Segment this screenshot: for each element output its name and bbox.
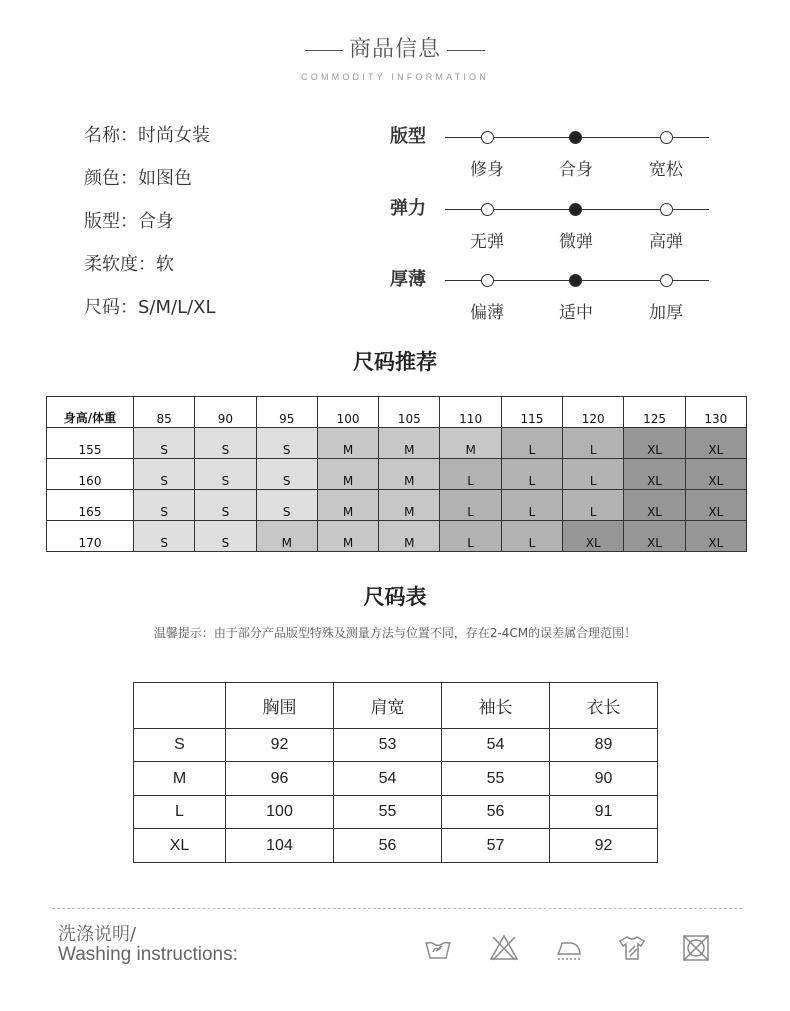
scale-thickness-label: 厚薄 <box>390 269 426 290</box>
rec-size-cell: L <box>501 459 562 490</box>
washing-divider <box>52 908 742 909</box>
rec-size-cell: XL <box>624 459 685 490</box>
size-cell: 100 <box>226 795 334 829</box>
rec-weight-cell: 125 <box>624 397 685 428</box>
rec-size-cell: XL <box>685 428 746 459</box>
title-dash-right <box>447 50 485 51</box>
size-cell: 55 <box>442 762 550 796</box>
rec-size-cell: L <box>563 428 624 459</box>
scale-fit <box>390 125 720 185</box>
info-softness: 柔软度：软 <box>84 254 174 275</box>
scale-elasticity-dot-1 <box>481 203 494 216</box>
rec-size-cell: S <box>256 490 317 521</box>
rec-size-cell: M <box>317 459 378 490</box>
scale-thickness-dot-3 <box>660 274 673 287</box>
rec-size-cell: M <box>317 490 378 521</box>
scale-thickness-option-1: 偏薄 <box>470 303 504 323</box>
do-not-bleach-icon <box>488 932 520 964</box>
rec-size-cell: L <box>440 521 501 552</box>
scale-fit-dot-2 <box>569 131 582 144</box>
rec-weight-cell: 110 <box>440 397 501 428</box>
rec-size-cell: S <box>134 459 195 490</box>
rec-size-cell: XL <box>563 521 624 552</box>
info-color: 颜色：如图色 <box>84 168 192 189</box>
rec-size-cell: L <box>563 490 624 521</box>
rec-weight-cell: 95 <box>256 397 317 428</box>
size-recommendation-table <box>46 396 747 552</box>
rec-height-cell: 165 <box>47 490 134 521</box>
size-header-cell: 袖长 <box>442 683 550 729</box>
rec-size-cell: XL <box>624 521 685 552</box>
rec-row <box>47 521 747 552</box>
rec-size-cell: M <box>379 459 440 490</box>
rec-size-cell: M <box>379 490 440 521</box>
size-recommendation-title: 尺码推荐 <box>353 350 437 374</box>
section-title-commodity-info <box>0 32 790 63</box>
size-chart-title: 尺码表 <box>363 585 427 609</box>
size-cell: 54 <box>442 728 550 762</box>
rec-weight-cell: 115 <box>501 397 562 428</box>
rec-size-cell: M <box>256 521 317 552</box>
rec-size-cell: L <box>440 459 501 490</box>
rec-size-cell: XL <box>685 490 746 521</box>
rec-size-cell: S <box>195 521 256 552</box>
scale-elasticity-option-2: 微弹 <box>559 232 593 252</box>
scale-thickness-option-3: 加厚 <box>649 303 683 323</box>
size-cell: 56 <box>442 795 550 829</box>
hand-wash-icon <box>422 932 454 964</box>
size-header-cell: 肩宽 <box>334 683 442 729</box>
rec-size-cell: L <box>501 490 562 521</box>
rec-weight-cell: 130 <box>685 397 746 428</box>
rec-size-cell: L <box>440 490 501 521</box>
rec-row <box>47 428 747 459</box>
size-cell: XL <box>134 829 226 863</box>
scale-fit-dot-1 <box>481 131 494 144</box>
size-row <box>134 829 658 863</box>
rec-row <box>47 459 747 490</box>
title-dash-left <box>305 50 343 51</box>
size-cell: 54 <box>334 762 442 796</box>
scale-elasticity-label: 弹力 <box>390 198 426 219</box>
rec-size-cell: S <box>195 490 256 521</box>
size-cell: M <box>134 762 226 796</box>
scale-elasticity-option-3: 高弹 <box>649 232 683 252</box>
size-cell: 89 <box>550 728 658 762</box>
rec-weight-cell: 85 <box>134 397 195 428</box>
rec-size-cell: XL <box>685 459 746 490</box>
rec-size-cell: S <box>134 428 195 459</box>
size-header-cell: 衣长 <box>550 683 658 729</box>
scale-elasticity-option-1: 无弹 <box>470 232 504 252</box>
rec-weight-cell: 120 <box>563 397 624 428</box>
rec-height-cell: 160 <box>47 459 134 490</box>
scale-elasticity-dot-2 <box>569 203 582 216</box>
commodity-info-subtitle: COMMODITY INFORMATION <box>301 72 489 82</box>
rec-row <box>47 490 747 521</box>
scale-fit-option-2: 合身 <box>559 160 593 180</box>
size-cell: 90 <box>550 762 658 796</box>
rec-size-cell: L <box>501 428 562 459</box>
scale-fit-option-3: 宽松 <box>649 160 683 180</box>
rec-size-cell: S <box>256 428 317 459</box>
rec-size-cell: S <box>195 459 256 490</box>
scale-fit-label: 版型 <box>390 126 426 147</box>
washing-title-cn: 洗涤说明/ <box>58 924 137 945</box>
rec-size-cell: L <box>501 521 562 552</box>
size-cell: L <box>134 795 226 829</box>
washing-title-en: Washing instructions: <box>58 944 238 965</box>
scale-thickness <box>390 268 720 328</box>
scale-elasticity <box>390 197 720 257</box>
size-cell: 53 <box>334 728 442 762</box>
size-row <box>134 762 658 796</box>
rec-header-row <box>47 397 747 428</box>
rec-size-cell: M <box>317 428 378 459</box>
size-header-row <box>134 683 658 729</box>
rec-corner-cell: 身高/体重 <box>47 397 134 428</box>
hang-dry-icon <box>616 932 648 964</box>
rec-size-cell: XL <box>624 490 685 521</box>
rec-size-cell: M <box>440 428 501 459</box>
size-cell: 96 <box>226 762 334 796</box>
size-tip: 温馨提示：由于部分产品版型特殊及测量方法与位置不同，存在2-4CM的误差属合理范围！ <box>153 626 637 640</box>
product-info-list <box>84 122 364 337</box>
scale-thickness-option-2: 适中 <box>559 303 593 323</box>
do-not-tumble-dry-icon <box>680 932 712 964</box>
size-row <box>134 795 658 829</box>
rec-size-cell: M <box>379 428 440 459</box>
size-cell: 56 <box>334 829 442 863</box>
info-sizes: 尺码：S/M/L/XL <box>84 297 216 318</box>
size-header-cell: 胸围 <box>226 683 334 729</box>
rec-size-cell: L <box>563 459 624 490</box>
rec-weight-cell: 90 <box>195 397 256 428</box>
size-cell: 92 <box>550 829 658 863</box>
scale-fit-dot-3 <box>660 131 673 144</box>
rec-size-cell: M <box>379 521 440 552</box>
scale-thickness-dot-1 <box>481 274 494 287</box>
scale-thickness-dot-2 <box>569 274 582 287</box>
commodity-info-title: 商品信息 <box>348 37 441 62</box>
scale-fit-option-1: 修身 <box>470 160 504 180</box>
info-fit: 版型：合身 <box>84 211 174 232</box>
rec-size-cell: S <box>256 459 317 490</box>
rec-weight-cell: 100 <box>317 397 378 428</box>
iron-low-icon <box>553 932 585 964</box>
rec-height-cell: 170 <box>47 521 134 552</box>
scale-elasticity-dot-3 <box>660 203 673 216</box>
rec-size-cell: XL <box>685 521 746 552</box>
rec-size-cell: M <box>317 521 378 552</box>
size-cell: 91 <box>550 795 658 829</box>
size-cell: 104 <box>226 829 334 863</box>
size-row <box>134 728 658 762</box>
size-cell: 55 <box>334 795 442 829</box>
rec-weight-cell: 105 <box>379 397 440 428</box>
rec-size-cell: S <box>134 521 195 552</box>
rec-size-cell: S <box>134 490 195 521</box>
size-cell: 92 <box>226 728 334 762</box>
rec-height-cell: 155 <box>47 428 134 459</box>
size-chart-table <box>133 682 658 863</box>
size-cell: S <box>134 728 226 762</box>
size-cell: 57 <box>442 829 550 863</box>
info-name: 名称：时尚女装 <box>84 125 210 146</box>
rec-size-cell: S <box>195 428 256 459</box>
rec-size-cell: XL <box>624 428 685 459</box>
size-header-cell <box>134 683 226 729</box>
